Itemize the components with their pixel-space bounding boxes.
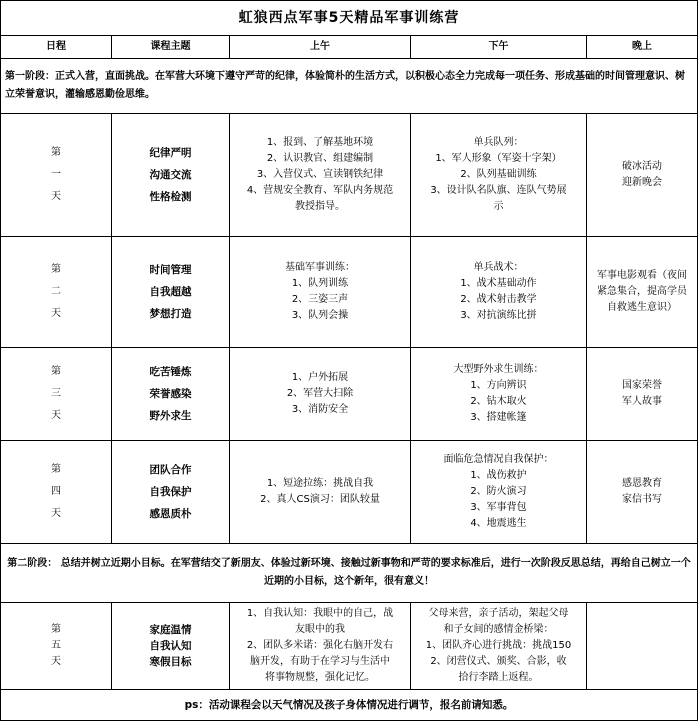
header-theme: 课程主题 — [112, 36, 230, 59]
afternoon-activities: 单兵战术： 1、战术基础动作 2、战术射击教学 3、对抗演练比拼 — [411, 237, 587, 348]
day-row — [1, 114, 698, 237]
stage-one-description: 第一阶段：正式入营，直面挑战。在军营大环境下遵守严苛的纪律，体验简朴的生活方式，以积极心态全力完成每一项任务、形成基础的时间管理意识、树立荣誉意识，灌输感恩勤俭思维。 — [1, 59, 698, 114]
evening-activities — [587, 603, 698, 690]
day-label: 第 三 天 — [1, 348, 112, 441]
day-row — [1, 237, 698, 348]
afternoon-activities: 面临危急情况自我保护： 1、战伤救护 2、防火演习 3、军事背包 4、地震逃生 — [411, 441, 587, 544]
stage-two-description: 第二阶段： 总结并树立近期小目标。在军营结交了新朋友、体验过新环境、接触过新事物和严苛的要求标准后，进行一次阶段反思总结，再给自己树立一个近期的小目标，这个新年，很有意义！ — [1, 544, 698, 603]
day-themes: 团队合作 自我保护 感恩质朴 — [112, 441, 230, 544]
page-title: 虹狼西点军事5天精品军事训练营 — [1, 1, 698, 36]
day-row — [1, 348, 698, 441]
day-row — [1, 603, 698, 690]
afternoon-activities: 父母来营，亲子活动，架起父母 和子女间的感情金桥梁： 1、团队齐心进行挑战：挑战150 2、闭营仪式、颁奖、合影，收 拾行李踏上返程。 — [411, 603, 587, 690]
day-themes: 纪律严明 沟通交流 性格检测 — [112, 114, 230, 237]
morning-activities: 1、户外拓展 2、军营大扫除 3、消防安全 — [230, 348, 411, 441]
morning-activities: 1、报到、了解基地环境 2、认识教官、组建编制 3、入营仪式、宣读钢铁纪律 4、营规安全教育、军队内务规范 教授指导。 — [230, 114, 411, 237]
day-themes: 吃苦锤炼 荣誉感染 野外求生 — [112, 348, 230, 441]
header-evening: 晚上 — [587, 36, 698, 59]
morning-activities: 基础军事训练： 1、队列训练 2、三姿三声 3、队列会操 — [230, 237, 411, 348]
day-themes: 时间管理 自我超越 梦想打造 — [112, 237, 230, 348]
day-label: 第 五 天 — [1, 603, 112, 690]
evening-activities: 国家荣誉 军人故事 — [587, 348, 698, 441]
afternoon-activities: 大型野外求生训练： 1、方向辨识 2、钻木取火 3、搭建帐篷 — [411, 348, 587, 441]
day-label: 第 二 天 — [1, 237, 112, 348]
evening-activities: 破冰活动 迎新晚会 — [587, 114, 698, 237]
evening-activities: 感恩教育 家信书写 — [587, 441, 698, 544]
header-schedule: 日程 — [1, 36, 112, 59]
afternoon-activities: 单兵队列： 1、军人形象（军姿十字架） 2、队列基础训练 3、设计队名队旗、连队气势展 示 — [411, 114, 587, 237]
day-label: 第 一 天 — [1, 114, 112, 237]
header-pm: 下午 — [411, 36, 587, 59]
evening-activities: 军事电影观看（夜间 紧急集合，提高学员 自救逃生意识） — [587, 237, 698, 348]
header-am: 上午 — [230, 36, 411, 59]
day-label: 第 四 天 — [1, 441, 112, 544]
day-row — [1, 441, 698, 544]
footnote: ps：活动课程会以天气情况及孩子身体情况进行调节，报名前请知悉。 — [1, 690, 698, 721]
morning-activities: 1、短途拉练：挑战自我 2、真人CS演习：团队较量 — [230, 441, 411, 544]
morning-activities: 1、自我认知：我眼中的自己，战 友眼中的我 2、团队多米诺：强化右脑开发右 脑开发，有助于在学习与生活中 将事物规整，强化记忆。 — [230, 603, 411, 690]
day-themes: 家庭温情 自我认知 寒假目标 — [112, 603, 230, 690]
